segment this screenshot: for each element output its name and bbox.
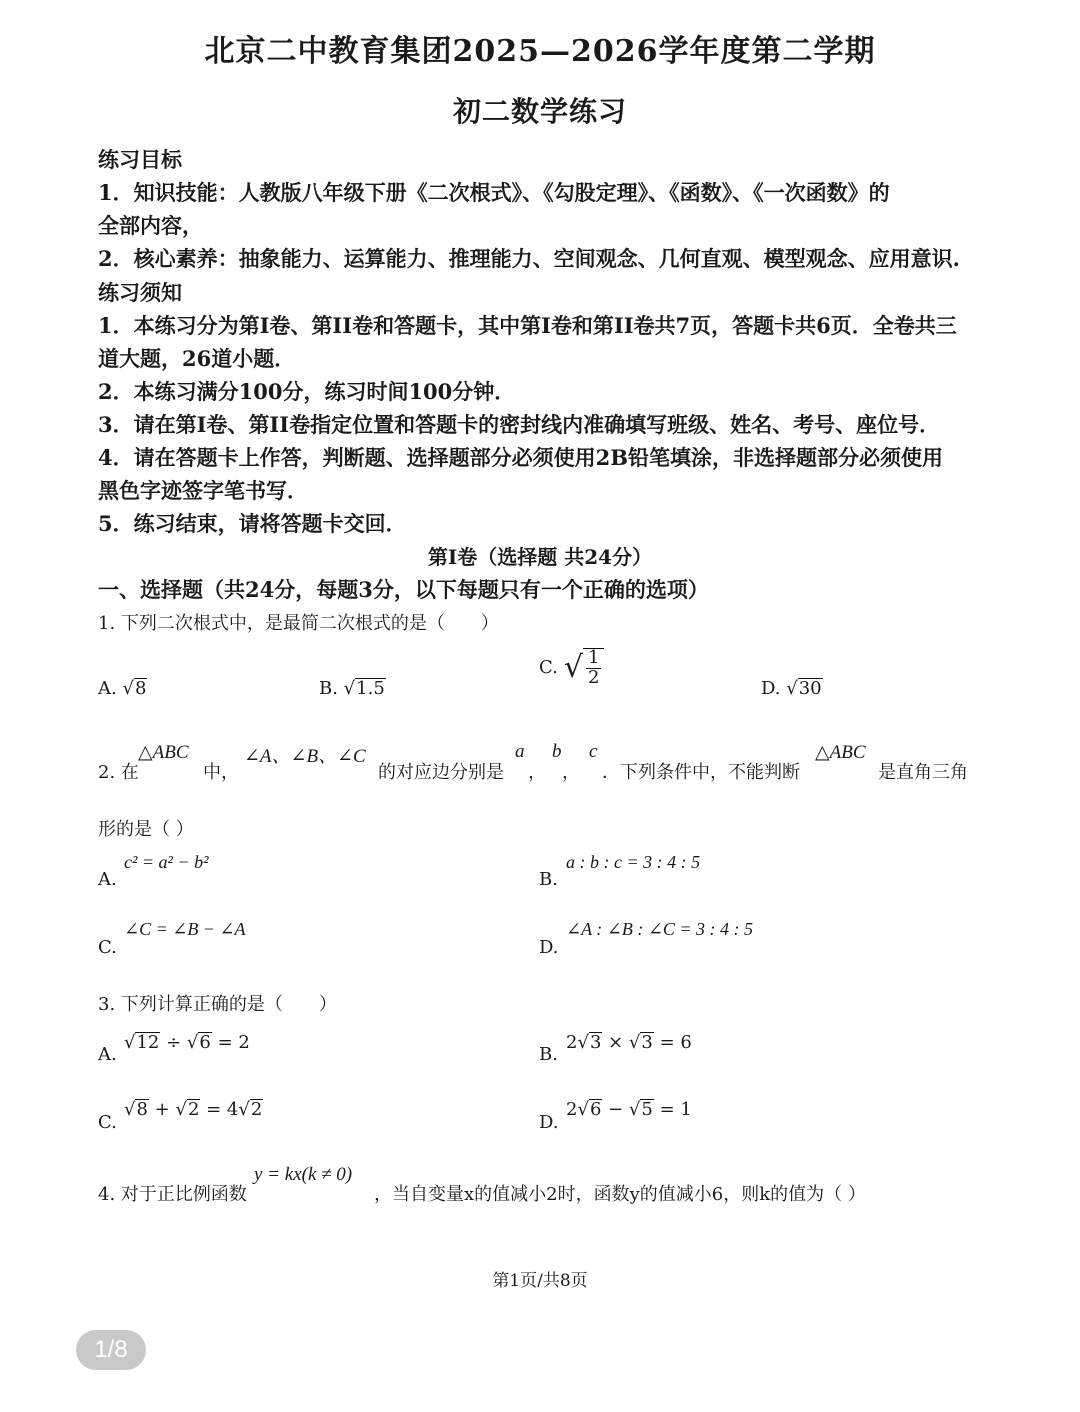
q4-expression: y = kx(k ≠ 0)	[254, 1164, 353, 1185]
volume-title: 第I卷（选择题 共24分）	[427, 545, 653, 569]
q1-option-a: A. √8	[98, 678, 147, 699]
goals-heading: 练习目标	[98, 147, 182, 172]
exam-title: 北京二中教育集团2025—2026学年度第二学期	[204, 34, 876, 69]
note-line: 黑色字迹签字笔书写．	[98, 478, 308, 503]
q1-option-b: B. √1.5	[319, 678, 385, 699]
q3-option-a: √12 ÷ √6 = 2	[124, 1032, 250, 1053]
q2-var-b: b	[552, 741, 562, 762]
q4-text: ，当自变量x的值减小2时，函数y的值减小6，则k的值为（ ）	[374, 1184, 866, 1205]
q2-text: 中，	[203, 762, 239, 783]
exam-subtitle: 初二数学练习	[452, 95, 627, 128]
q3-option-b: 2√3 × √3 = 6	[566, 1032, 692, 1053]
q1-option-d: D. √30	[761, 678, 822, 699]
q2-var-a: a	[515, 741, 525, 762]
goal-line: 2．核心素养：抽象能力、运算能力、推理能力、空间观念、几何直观、模型观念、应用意识.	[98, 246, 960, 271]
note-line: 3．请在第I卷、第II卷指定位置和答题卡的密封线内准确填写班级、姓名、考号、座位号．	[98, 412, 941, 437]
q3-stem: 3. 下列计算正确的是（ ）	[98, 994, 337, 1015]
q2-angles: ∠A、∠B、∠C	[244, 746, 366, 767]
q2-triangle: △ABC	[138, 742, 189, 763]
q3-option-c: √8 + √2 = 4√2	[124, 1099, 263, 1120]
q2-option-d-label: D.	[539, 937, 559, 958]
q2-triangle: △ABC	[815, 742, 866, 763]
q2-option-c-label: C.	[98, 937, 117, 958]
note-line: 1．本练习分为第I卷、第II卷和答题卡，其中第I卷和第II卷共7页，答题卡共6页．全卷共三	[98, 313, 957, 338]
q2-option-b-label: B.	[539, 869, 558, 890]
note-line: 4．请在答题卡上作答，判断题、选择题部分必须使用2B铅笔填涂，非选择题部分必须使用	[98, 445, 943, 470]
q3-option-d-label: D.	[539, 1112, 559, 1133]
notes-heading: 练习须知	[98, 280, 182, 305]
q2-text: 2. 在	[98, 762, 139, 783]
page-indicator[interactable]: 1/8	[76, 1330, 146, 1370]
q3-option-c-label: C.	[98, 1112, 117, 1133]
q2-text: 是直角三角	[878, 762, 968, 783]
q2-text: ．下列条件中，不能判断	[602, 762, 800, 783]
q3-option-a-label: A.	[98, 1044, 117, 1065]
q1-stem: 1. 下列二次根式中，是最简二次根式的是（ ）	[98, 613, 499, 634]
q2-option-a-label: A.	[98, 869, 117, 890]
q2-var-c: c	[589, 741, 598, 762]
q2-option-b: a : b : c = 3 : 4 : 5	[566, 852, 701, 872]
q2-text: 形的是（ ）	[98, 819, 194, 840]
q2-option-d: ∠A : ∠B : ∠C = 3 : 4 : 5	[566, 919, 754, 939]
note-line: 道大题，26道小题．	[98, 346, 296, 371]
q2-comma: ，	[562, 762, 580, 783]
note-line: 2．本练习满分100分，练习时间100分钟．	[98, 379, 516, 404]
goal-line: 全部内容，	[98, 213, 203, 238]
q3-option-d: 2√6 − √5 = 1	[566, 1099, 692, 1120]
q2-text: 的对应边分别是	[378, 762, 504, 783]
part-title: 一、选择题（共24分，每题3分，以下每题只有一个正确的选项）	[98, 577, 709, 602]
q2-option-c: ∠C = ∠B − ∠A	[124, 919, 246, 939]
q2-option-a: c² = a² − b²	[124, 852, 209, 872]
q1-option-c: C. √ $\frac{1}{2}$	[539, 648, 604, 688]
note-line: 5．练习结束，请将答题卡交回．	[98, 511, 407, 536]
goal-line: 1．知识技能：人教版八年级下册《二次根式》、《勾股定理》、《函数》、《一次函数》的	[98, 180, 890, 205]
q2-comma: ，	[528, 762, 546, 783]
q4-text: 4. 对于正比例函数	[98, 1184, 247, 1205]
q3-option-b-label: B.	[539, 1044, 558, 1065]
page-footer: 第1页/共8页	[492, 1271, 588, 1291]
